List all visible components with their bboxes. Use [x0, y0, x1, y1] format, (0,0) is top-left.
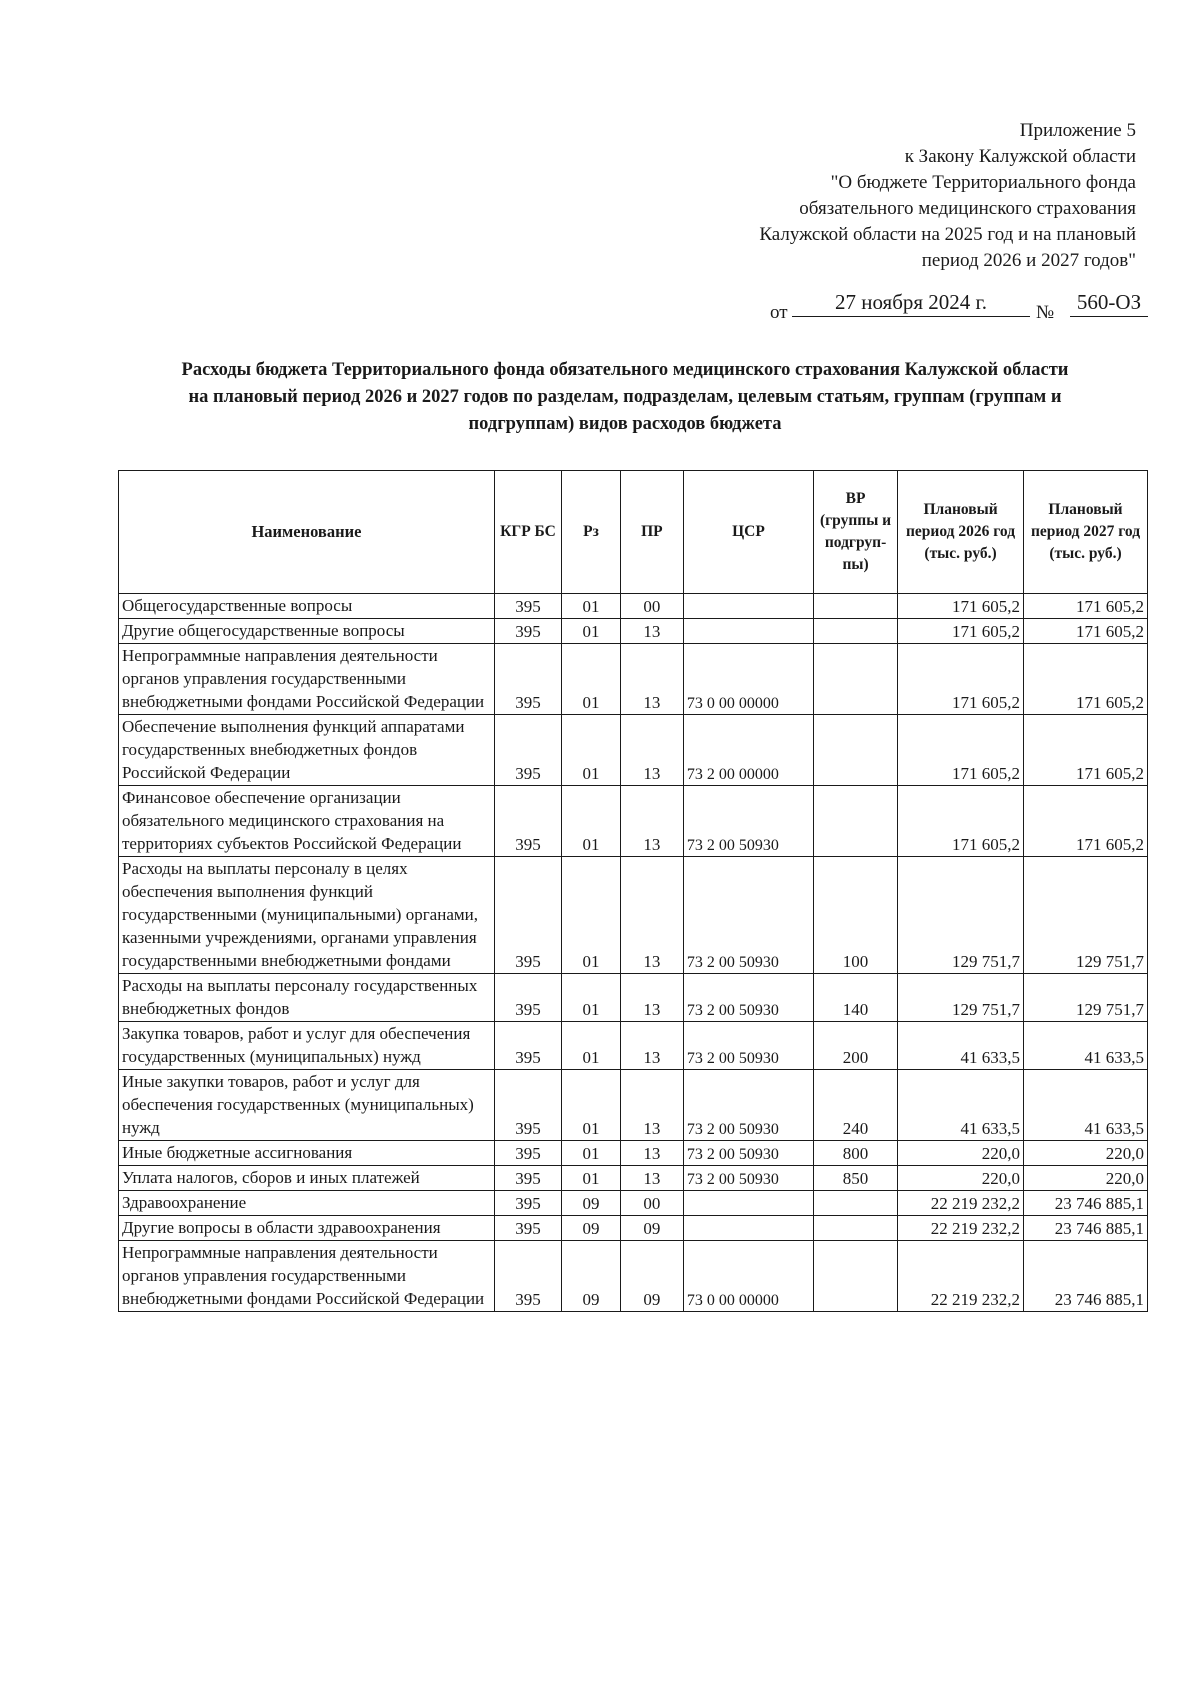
row-kgrbs: 395 [494, 1022, 561, 1070]
row-kgrbs: 395 [494, 594, 561, 619]
row-vr [814, 1191, 898, 1216]
row-rz: 09 [562, 1191, 621, 1216]
row-vr: 140 [814, 974, 898, 1022]
row-pr: 13 [620, 1166, 683, 1191]
row-value-2026: 171 605,2 [898, 644, 1024, 715]
row-csr: 73 2 00 50930 [683, 786, 813, 857]
row-kgrbs: 395 [494, 786, 561, 857]
row-rz: 09 [562, 1216, 621, 1241]
row-value-2026: 22 219 232,2 [898, 1216, 1024, 1241]
row-rz: 01 [562, 644, 621, 715]
row-rz: 01 [562, 594, 621, 619]
row-csr [683, 1191, 813, 1216]
budget-table [118, 470, 1148, 1312]
table-row [119, 619, 1148, 644]
title-line: подгруппам) видов расходов бюджета [468, 414, 782, 434]
row-rz: 01 [562, 857, 621, 974]
law-date-number [770, 290, 1150, 322]
row-vr [814, 786, 898, 857]
row-csr: 73 2 00 50930 [683, 1070, 813, 1141]
row-value-2026: 220,0 [898, 1166, 1024, 1191]
row-kgrbs: 395 [494, 1191, 561, 1216]
row-kgrbs: 395 [494, 1070, 561, 1141]
row-name: Закупка товаров, работ и услуг для обеспечения государственных (муниципальных) нужд [119, 1022, 495, 1070]
appendix-line: Калужской области на 2025 год и на плановый [759, 224, 1136, 245]
row-name: Финансовое обеспечение организации обязательного медицинского страхования на территориях субъектов Российской Федерации [119, 786, 495, 857]
title-line: на плановый период 2026 и 2027 годов по разделам, подразделам, целевым статьям, группам (группам и [188, 387, 1062, 407]
row-value-2026: 22 219 232,2 [898, 1241, 1024, 1312]
row-csr: 73 0 00 00000 [683, 1241, 813, 1312]
row-rz: 01 [562, 715, 621, 786]
row-pr: 13 [620, 619, 683, 644]
row-vr [814, 619, 898, 644]
row-value-2026: 220,0 [898, 1141, 1024, 1166]
row-name: Другие вопросы в области здравоохранения [119, 1216, 495, 1241]
row-pr: 09 [620, 1241, 683, 1312]
table-row [119, 1166, 1148, 1191]
row-value-2026: 129 751,7 [898, 857, 1024, 974]
row-kgrbs: 395 [494, 857, 561, 974]
row-rz: 01 [562, 619, 621, 644]
row-pr: 13 [620, 974, 683, 1022]
law-number: 560-ОЗ [1070, 290, 1148, 317]
row-name: Обеспечение выполнения функций аппаратами государственных внебюджетных фондов Российской Федерации [119, 715, 495, 786]
appendix-line: обязательного медицинского страхования [799, 198, 1136, 219]
appendix-line: Приложение 5 [1019, 120, 1136, 141]
row-value-2026: 41 633,5 [898, 1022, 1024, 1070]
row-csr: 73 0 00 00000 [683, 644, 813, 715]
appendix-line: "О бюджете Территориального фонда [830, 172, 1136, 193]
row-value-2027: 23 746 885,1 [1024, 1191, 1148, 1216]
row-kgrbs: 395 [494, 715, 561, 786]
row-value-2026: 129 751,7 [898, 974, 1024, 1022]
table-row [119, 1191, 1148, 1216]
table-row [119, 715, 1148, 786]
row-pr: 13 [620, 1141, 683, 1166]
row-value-2026: 171 605,2 [898, 619, 1024, 644]
row-csr: 73 2 00 50930 [683, 1141, 813, 1166]
col-header-rz: Рз [562, 471, 621, 594]
row-value-2027: 220,0 [1024, 1141, 1148, 1166]
row-value-2027: 129 751,7 [1024, 974, 1148, 1022]
row-kgrbs: 395 [494, 1216, 561, 1241]
row-value-2026: 171 605,2 [898, 715, 1024, 786]
row-value-2027: 23 746 885,1 [1024, 1241, 1148, 1312]
row-csr: 73 2 00 00000 [683, 715, 813, 786]
row-name: Расходы на выплаты персоналу в целях обеспечения выполнения функций государственными (муниципальными) органами, казенными учреждениями, органами управления государственными внебюджетными фондами [119, 857, 495, 974]
table-row [119, 1141, 1148, 1166]
row-name: Общегосударственные вопросы [119, 594, 495, 619]
col-header-vr: ВР (группы и подгруп-пы) [814, 471, 898, 594]
row-value-2027: 41 633,5 [1024, 1022, 1148, 1070]
row-value-2026: 22 219 232,2 [898, 1191, 1024, 1216]
row-name: Другие общегосударственные вопросы [119, 619, 495, 644]
row-csr [683, 619, 813, 644]
table-row [119, 786, 1148, 857]
row-vr: 200 [814, 1022, 898, 1070]
row-name: Иные закупки товаров, работ и услуг для обеспечения государственных (муниципальных) нужд [119, 1070, 495, 1141]
title-line: Расходы бюджета Территориального фонда обязательного медицинского страхования Калужской области [181, 360, 1069, 380]
row-pr: 00 [620, 594, 683, 619]
table-row [119, 974, 1148, 1022]
row-value-2027: 129 751,7 [1024, 857, 1148, 974]
row-kgrbs: 395 [494, 1241, 561, 1312]
row-vr: 100 [814, 857, 898, 974]
row-rz: 01 [562, 974, 621, 1022]
row-pr: 13 [620, 786, 683, 857]
row-vr: 850 [814, 1166, 898, 1191]
row-pr: 00 [620, 1191, 683, 1216]
table-row [119, 1216, 1148, 1241]
appendix-line: к Закону Калужской области [904, 146, 1136, 167]
row-name: Уплата налогов, сборов и иных платежей [119, 1166, 495, 1191]
table-row [119, 1241, 1148, 1312]
row-vr [814, 594, 898, 619]
row-value-2027: 171 605,2 [1024, 715, 1148, 786]
row-vr [814, 715, 898, 786]
table-row [119, 644, 1148, 715]
row-vr [814, 1216, 898, 1241]
row-pr: 09 [620, 1216, 683, 1241]
row-value-2027: 220,0 [1024, 1166, 1148, 1191]
from-label: от [770, 302, 788, 323]
row-kgrbs: 395 [494, 974, 561, 1022]
row-value-2026: 41 633,5 [898, 1070, 1024, 1141]
row-rz: 09 [562, 1241, 621, 1312]
appendix-header [576, 118, 1136, 274]
col-header-pr: ПР [620, 471, 683, 594]
row-csr [683, 594, 813, 619]
row-pr: 13 [620, 1022, 683, 1070]
row-kgrbs: 395 [494, 644, 561, 715]
row-pr: 13 [620, 715, 683, 786]
row-kgrbs: 395 [494, 1141, 561, 1166]
row-pr: 13 [620, 1070, 683, 1141]
row-value-2027: 171 605,2 [1024, 644, 1148, 715]
row-value-2027: 171 605,2 [1024, 786, 1148, 857]
table-body [119, 594, 1148, 1312]
row-csr: 73 2 00 50930 [683, 857, 813, 974]
row-vr [814, 1241, 898, 1312]
table-row [119, 1022, 1148, 1070]
col-header-kgrbs: КГР БС [494, 471, 561, 594]
row-csr [683, 1216, 813, 1241]
table-row [119, 594, 1148, 619]
row-pr: 13 [620, 644, 683, 715]
row-vr: 240 [814, 1070, 898, 1141]
table-header-row [119, 471, 1148, 594]
row-csr: 73 2 00 50930 [683, 974, 813, 1022]
row-value-2026: 171 605,2 [898, 594, 1024, 619]
row-vr [814, 644, 898, 715]
row-value-2027: 23 746 885,1 [1024, 1216, 1148, 1241]
row-kgrbs: 395 [494, 619, 561, 644]
row-pr: 13 [620, 857, 683, 974]
law-date: 27 ноября 2024 г. [792, 290, 1030, 317]
row-value-2027: 171 605,2 [1024, 619, 1148, 644]
row-name: Расходы на выплаты персоналу государственных внебюджетных фондов [119, 974, 495, 1022]
table-row [119, 1070, 1148, 1141]
col-header-name: Наименование [119, 471, 495, 594]
row-value-2027: 171 605,2 [1024, 594, 1148, 619]
row-value-2027: 41 633,5 [1024, 1070, 1148, 1141]
row-rz: 01 [562, 1141, 621, 1166]
row-kgrbs: 395 [494, 1166, 561, 1191]
appendix-line: период 2026 и 2027 годов" [921, 250, 1136, 271]
col-header-csr: ЦСР [683, 471, 813, 594]
document-title [110, 357, 1140, 438]
row-rz: 01 [562, 786, 621, 857]
row-csr: 73 2 00 50930 [683, 1166, 813, 1191]
col-header-2027: Плановый период 2027 год (тыс. руб.) [1024, 471, 1148, 594]
row-rz: 01 [562, 1166, 621, 1191]
row-vr: 800 [814, 1141, 898, 1166]
row-rz: 01 [562, 1022, 621, 1070]
row-name: Непрограммные направления деятельности органов управления государственными внебюджетными фондами Российской Федерации [119, 644, 495, 715]
row-rz: 01 [562, 1070, 621, 1141]
row-csr: 73 2 00 50930 [683, 1022, 813, 1070]
number-label: № [1036, 302, 1055, 323]
col-header-2026: Плановый период 2026 год (тыс. руб.) [898, 471, 1024, 594]
row-value-2026: 171 605,2 [898, 786, 1024, 857]
row-name: Иные бюджетные ассигнования [119, 1141, 495, 1166]
row-name: Здравоохранение [119, 1191, 495, 1216]
row-name: Непрограммные направления деятельности органов управления государственными внебюджетными фондами Российской Федерации [119, 1241, 495, 1312]
table-row [119, 857, 1148, 974]
